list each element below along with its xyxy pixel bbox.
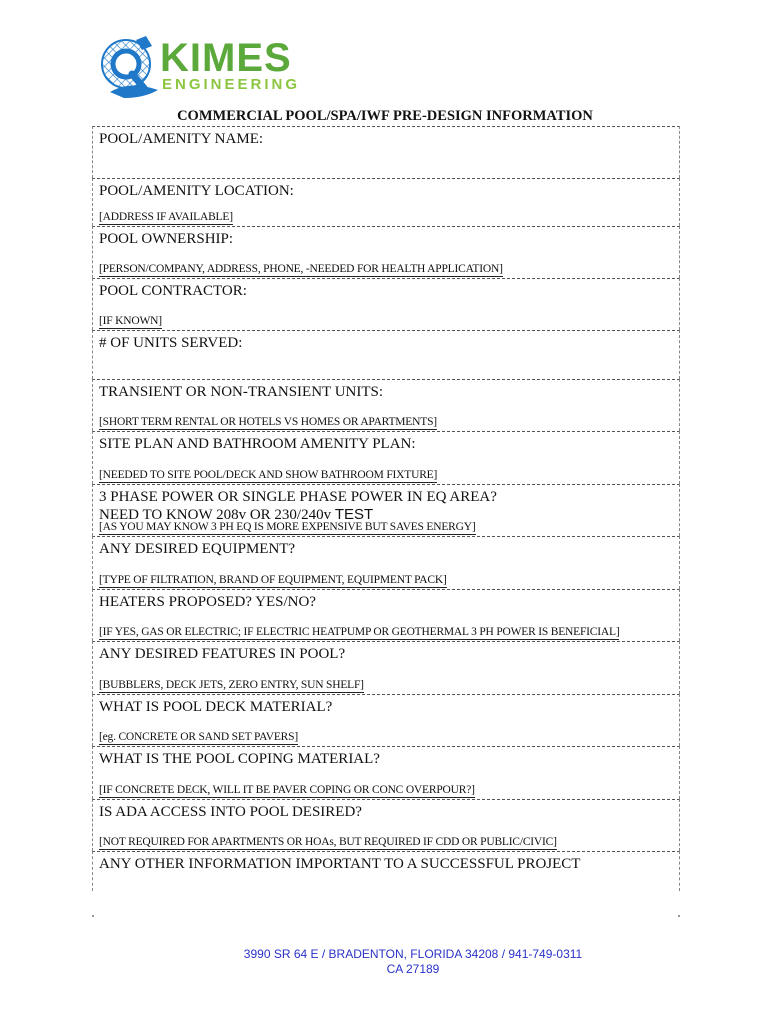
field-label: # OF UNITS SERVED:: [99, 335, 243, 351]
field-power-phase[interactable]: [92, 484, 680, 536]
field-pool-amenity-location[interactable]: [92, 178, 680, 226]
predesign-form: [92, 126, 680, 891]
field-label: POOL CONTRACTOR:: [99, 283, 247, 299]
footer-license: CA 27189: [386, 962, 440, 976]
field-label: HEATERS PROPOSED? YES/NO?: [99, 594, 316, 610]
logo-emblem-icon: [96, 32, 166, 104]
logo-wordmark: KIMES: [160, 36, 292, 80]
field-label: IS ADA ACCESS INTO POOL DESIRED?: [99, 804, 362, 820]
field-label: WHAT IS POOL DECK MATERIAL?: [99, 699, 333, 715]
field-hint: [ NEEDED TO SITE POOL/DECK AND SHOW BATHROOM FIXTURE ]: [99, 468, 437, 483]
field-coping-material[interactable]: [92, 746, 680, 799]
field-hint: [ NOT REQUIRED FOR APARTMENTS OR HOAs, BUT REQUIRED IF CDD OR PUBLIC/CIVIC ]: [99, 835, 557, 850]
field-hint: [ TYPE OF FILTRATION, BRAND OF EQUIPMENT, EQUIPMENT PACK ]: [99, 573, 447, 588]
field-hint: [ eg. CONCRETE OR SAND SET PAVERS ]: [99, 730, 298, 745]
field-ada-access[interactable]: [92, 799, 680, 851]
field-label: POOL/AMENITY LOCATION:: [99, 183, 294, 199]
field-hint: [ SHORT TERM RENTAL OR HOTELS VS HOMES OR APARTMENTS ]: [99, 415, 437, 430]
field-hint: [ IF CONCRETE DECK, WILL IT BE PAVER COPING OR CONC OVERPOUR? ]: [99, 783, 475, 798]
field-hint: [ BUBBLERS, DECK JETS, ZERO ENTRY, SUN SHELF ]: [99, 678, 364, 693]
field-units-served[interactable]: [92, 330, 680, 379]
field-hint: [ AS YOU MAY KNOW 3 PH EQ IS MORE EXPENSIVE BUT SAVES ENERGY ]: [99, 520, 476, 535]
field-hint: [ IF YES, GAS OR ELECTRIC; IF ELECTRIC HEATPUMP OR GEOTHERMAL 3 PH POWER IS BENEFICIAL ]: [99, 625, 619, 640]
field-pool-amenity-name[interactable]: [92, 126, 680, 178]
field-pool-ownership[interactable]: [92, 226, 680, 278]
field-label-line2: NEED TO KNOW 208v OR 230/240v TEST: [99, 506, 374, 523]
field-site-plan[interactable]: [92, 431, 680, 484]
page-edge-marks: [92, 915, 680, 917]
field-label: SITE PLAN AND BATHROOM AMENITY PLAN:: [99, 436, 416, 452]
logo-subtitle: ENGINEERING: [162, 76, 301, 93]
field-label: POOL/AMENITY NAME:: [99, 131, 264, 147]
field-hint: [ ADDRESS IF AVAILABLE ]: [99, 210, 233, 225]
page-title: COMMERCIAL POOL/SPA/IWF PRE-DESIGN INFORMATION: [177, 108, 593, 124]
field-pool-contractor[interactable]: [92, 278, 680, 330]
field-label: 3 PHASE POWER OR SINGLE PHASE POWER IN EQ AREA?: [99, 489, 497, 505]
field-transient-units[interactable]: [92, 379, 680, 431]
field-label: POOL OWNERSHIP:: [99, 231, 234, 247]
field-label: WHAT IS THE POOL COPING MATERIAL?: [99, 751, 380, 767]
field-deck-material[interactable]: [92, 694, 680, 746]
field-label: ANY OTHER INFORMATION IMPORTANT TO A SUCCESSFUL PROJECT: [99, 856, 581, 872]
field-label: ANY DESIRED FEATURES IN POOL?: [99, 646, 346, 662]
company-logo: [96, 32, 306, 112]
field-other-information[interactable]: [92, 851, 680, 891]
field-heaters-proposed[interactable]: [92, 589, 680, 641]
field-hint: [ PERSON/COMPANY, ADDRESS, PHONE, -NEEDED FOR HEALTH APPLICATION ]: [99, 262, 503, 277]
field-hint: [ IF KNOWN ]: [99, 314, 162, 329]
company-address-footer: [0, 947, 770, 977]
field-label: TRANSIENT OR NON-TRANSIENT UNITS:: [99, 384, 384, 400]
footer-address: 3990 SR 64 E / BRADENTON, FLORIDA 34208 / 941-749-0311: [243, 947, 583, 961]
field-pool-features[interactable]: [92, 641, 680, 694]
field-label: ANY DESIRED EQUIPMENT?: [99, 541, 296, 557]
field-desired-equipment[interactable]: [92, 536, 680, 589]
